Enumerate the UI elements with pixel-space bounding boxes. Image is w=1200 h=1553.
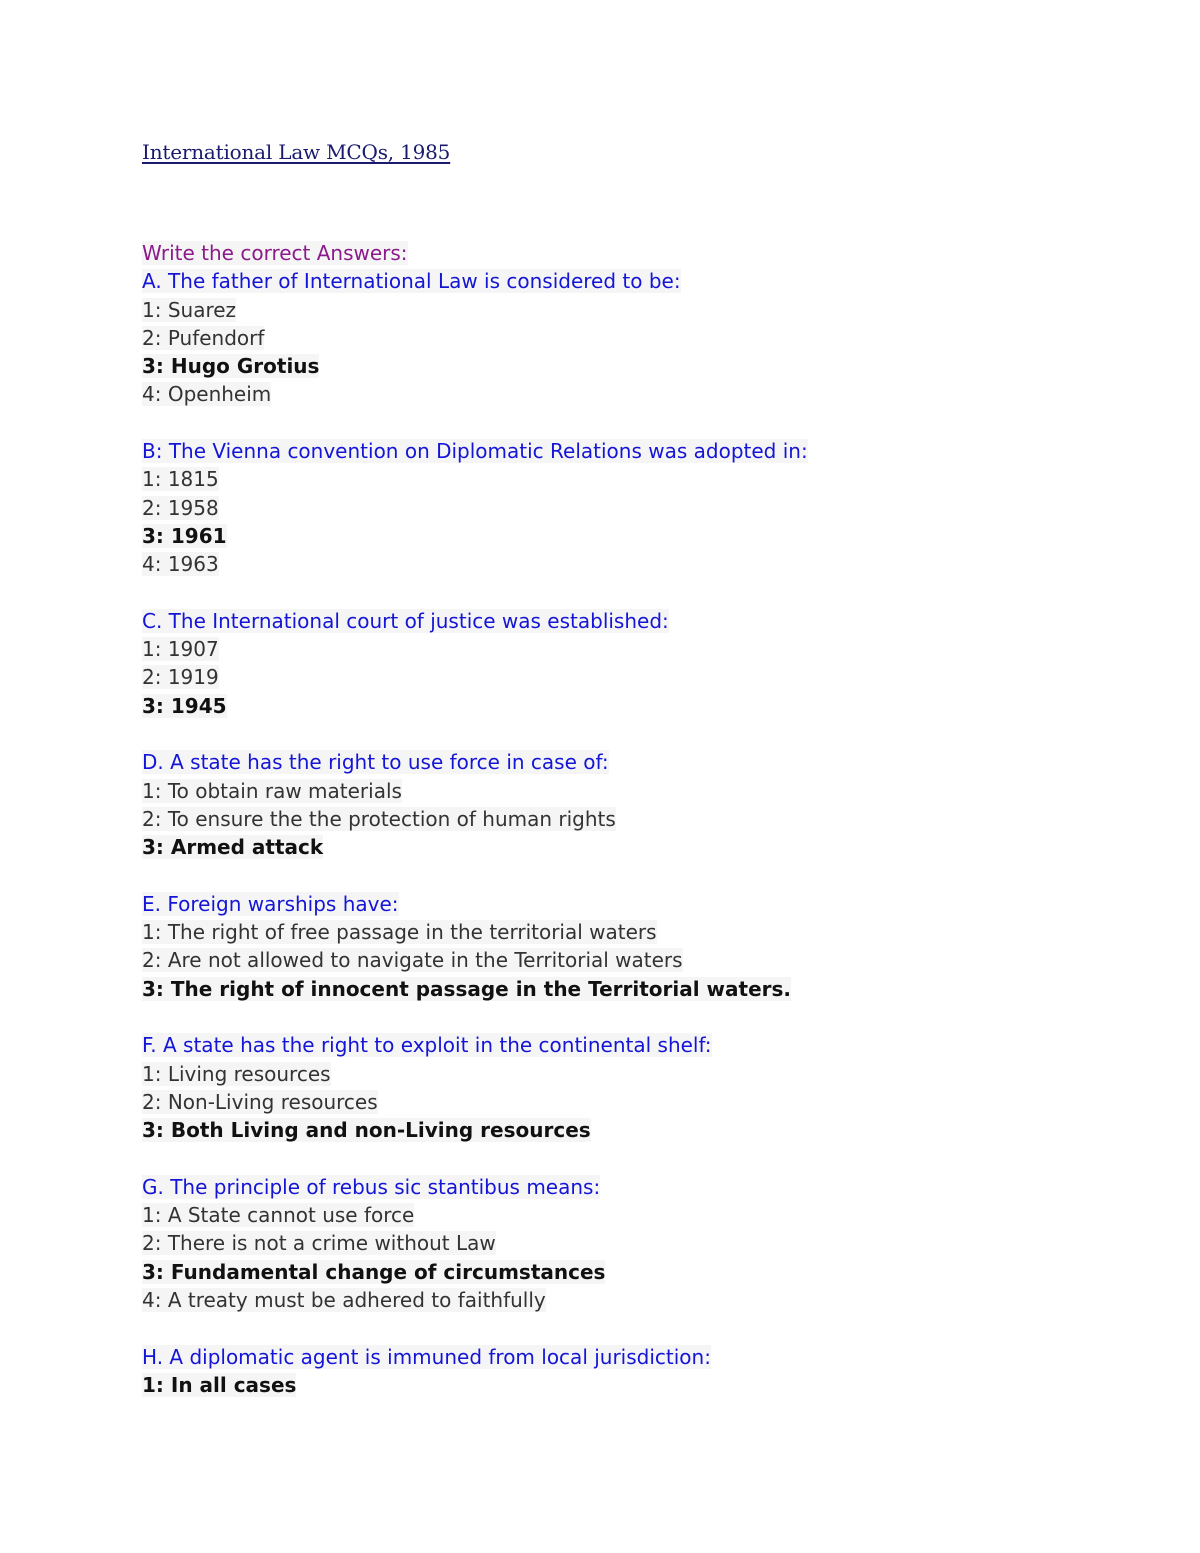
question-block-g xyxy=(142,1173,1142,1314)
answer-option-text: 3: The right of innocent passage in the Territorial waters. xyxy=(142,976,792,1001)
question-block-f xyxy=(142,1031,1142,1144)
question-text: B: The Vienna convention on Diplomatic Relations was adopted in: xyxy=(142,439,808,464)
answer-option-line xyxy=(142,522,1142,550)
option-text: 2: There is not a crime without Law xyxy=(142,1231,496,1256)
option-line xyxy=(142,1088,1142,1116)
answer-option-text: 3: Fundamental change of circumstances xyxy=(142,1259,606,1284)
document-title: International Law MCQs, 1985 xyxy=(142,140,451,164)
question-heading xyxy=(142,267,1142,295)
question-heading xyxy=(142,1343,1142,1371)
option-line xyxy=(142,777,1142,805)
option-text: 1: A State cannot use force xyxy=(142,1203,415,1228)
option-text: 1: To obtain raw materials xyxy=(142,778,402,803)
answer-option-line xyxy=(142,692,1142,720)
answer-option-text: 3: 1961 xyxy=(142,523,227,548)
answer-option-line xyxy=(142,1116,1142,1144)
option-line xyxy=(142,550,1142,578)
option-line xyxy=(142,380,1142,408)
option-line xyxy=(142,663,1142,691)
option-text: 1: 1815 xyxy=(142,467,219,492)
option-text: 2: Non-Living resources xyxy=(142,1089,378,1114)
question-text: H. A diplomatic agent is immuned from local jurisdiction: xyxy=(142,1344,711,1369)
option-text: 1: The right of free passage in the territorial waters xyxy=(142,920,657,945)
answer-option-text: 1: In all cases xyxy=(142,1372,297,1397)
option-line xyxy=(142,1286,1142,1314)
option-line xyxy=(142,805,1142,833)
question-text: A. The father of International Law is considered to be: xyxy=(142,269,681,294)
document-body xyxy=(142,239,1142,1427)
option-text: 1: Living resources xyxy=(142,1061,331,1086)
question-block-c xyxy=(142,607,1142,720)
option-line xyxy=(142,918,1142,946)
question-heading xyxy=(142,890,1142,918)
option-line xyxy=(142,1229,1142,1257)
question-heading xyxy=(142,607,1142,635)
answer-option-text: 3: Both Living and non-Living resources xyxy=(142,1118,591,1143)
question-block-h xyxy=(142,1343,1142,1400)
answer-option-line xyxy=(142,352,1142,380)
question-text: D. A state has the right to use force in case of: xyxy=(142,750,609,775)
answer-option-text: 3: Hugo Grotius xyxy=(142,354,320,379)
question-heading xyxy=(142,437,1142,465)
answer-option-line xyxy=(142,975,1142,1003)
answer-option-line xyxy=(142,1371,1142,1399)
option-line xyxy=(142,494,1142,522)
question-block-a xyxy=(142,267,1142,408)
answer-option-text: 3: Armed attack xyxy=(142,835,324,860)
option-text: 4: 1963 xyxy=(142,552,219,577)
answer-option-line xyxy=(142,1258,1142,1286)
option-text: 2: 1919 xyxy=(142,665,219,690)
instruction-text: Write the correct Answers: xyxy=(142,241,408,265)
option-text: 2: Are not allowed to navigate in the Territorial waters xyxy=(142,948,683,973)
option-text: 4: Openheim xyxy=(142,382,272,407)
option-line xyxy=(142,1060,1142,1088)
instruction-line xyxy=(142,239,1142,267)
option-text: 2: Pufendorf xyxy=(142,325,265,350)
question-block-b xyxy=(142,437,1142,578)
question-block-d xyxy=(142,748,1142,861)
question-heading xyxy=(142,1031,1142,1059)
question-heading xyxy=(142,1173,1142,1201)
question-text: F. A state has the right to exploit in the continental shelf: xyxy=(142,1033,712,1058)
option-text: 4: A treaty must be adhered to faithfully xyxy=(142,1287,546,1312)
question-heading xyxy=(142,748,1142,776)
question-text: G. The principle of rebus sic stantibus means: xyxy=(142,1174,601,1199)
answer-option-text: 3: 1945 xyxy=(142,693,227,718)
option-line xyxy=(142,324,1142,352)
option-line xyxy=(142,296,1142,324)
option-line xyxy=(142,946,1142,974)
option-text: 1: Suarez xyxy=(142,297,237,322)
option-text: 1: 1907 xyxy=(142,637,219,662)
question-block-e xyxy=(142,890,1142,1003)
question-text: C. The International court of justice was established: xyxy=(142,608,669,633)
option-line xyxy=(142,1201,1142,1229)
option-text: 2: To ensure the the protection of human rights xyxy=(142,806,616,831)
option-text: 2: 1958 xyxy=(142,495,219,520)
answer-option-line xyxy=(142,833,1142,861)
option-line xyxy=(142,635,1142,663)
question-text: E. Foreign warships have: xyxy=(142,891,399,916)
option-line xyxy=(142,465,1142,493)
